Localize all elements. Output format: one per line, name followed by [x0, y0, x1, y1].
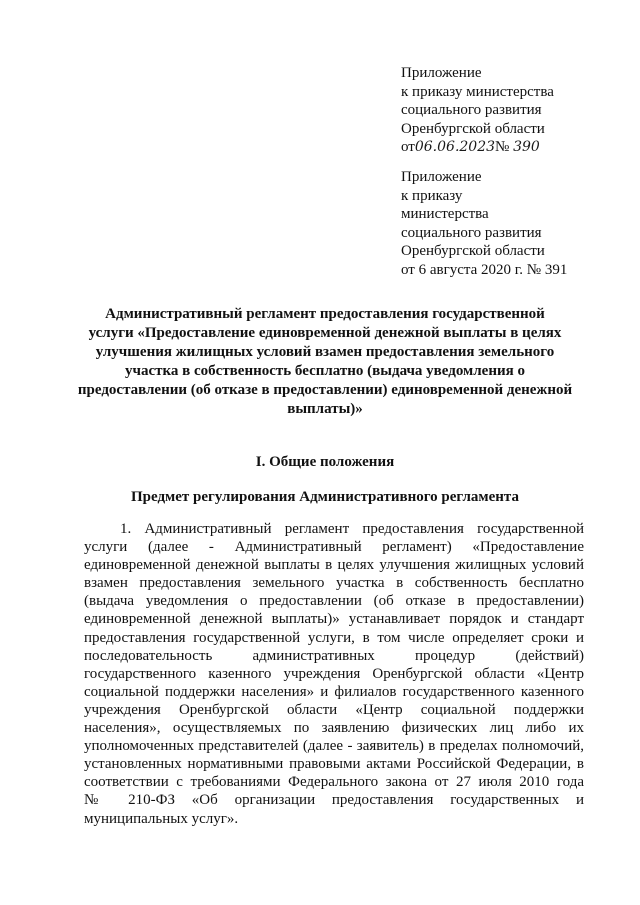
date-prefix: от — [401, 139, 415, 155]
appendix-previous-order — [401, 168, 567, 279]
paragraph-line: уполномоченных представителей (далее - заявитель) в пределах полномочий, — [84, 738, 584, 755]
title-line: услуги «Предоставление единовременной денежной выплаты в целях — [88, 325, 562, 341]
paragraph-line: единовременной денежной выплаты)» устанавливает порядок и стандарт — [84, 611, 584, 628]
paragraph-1 — [84, 520, 584, 828]
paragraph-line: последовательность административных процедур (действий) — [84, 647, 584, 664]
paragraph-line: установленных нормативными правовыми актами Российской Федерации, в — [84, 756, 584, 773]
title-line: предоставлении (об отказе в предоставлении) единовременной денежной — [77, 382, 573, 398]
paragraph-line: государственного казенного учреждения Оренбургской области «Центр — [84, 665, 584, 682]
handwritten-number: 390 — [513, 139, 540, 155]
paragraph-line: социальной поддержки населения» и филиалов государственного казенного — [84, 683, 584, 700]
title-line: выплаты)» — [287, 401, 363, 417]
appendix-line: социального развития — [401, 224, 542, 241]
appendix-line: министерства — [401, 206, 489, 222]
paragraph-line: соответствии с требованиями Федерального закона от 27 июля 2010 года — [84, 774, 584, 791]
paragraph-line: муниципальных услуг». — [84, 810, 239, 827]
appendix-line: социального развития — [401, 102, 542, 118]
appendix-date-line — [401, 138, 554, 157]
paragraph-line: единовременной денежной выплаты в целях улучшения жилищных условий — [84, 557, 584, 574]
title-line: Административный регламент предоставления государственной — [105, 306, 545, 322]
title-line: участка в собственность бесплатно (выдача уведомления о — [125, 363, 525, 379]
document-title — [60, 305, 590, 419]
appendix-line: Приложение — [401, 65, 482, 81]
paragraph-line: № 210-ФЗ «Об организации предоставления государственных и — [84, 792, 584, 809]
appendix-line: от 6 августа 2020 г. № 391 — [401, 261, 568, 278]
appendix-line: Приложение — [401, 169, 482, 185]
paragraph-line: населения», осуществляемых по заявлению физических лиц либо их — [84, 720, 584, 737]
appendix-current-order — [401, 64, 554, 157]
number-prefix: № — [495, 139, 510, 155]
appendix-line: к приказу — [401, 187, 463, 204]
handwritten-date: 06.06.2023 — [414, 139, 496, 155]
appendix-line: Оренбургской области — [401, 120, 545, 137]
section-heading: I. Общие положения — [255, 454, 395, 470]
paragraph-line: 1. Административный регламент предоставления государственной — [120, 521, 584, 537]
paragraph-line: предоставления государственной услуги, в том числе определяет сроки и — [84, 629, 584, 646]
subsection-heading: Предмет регулирования Административного регламента — [131, 489, 519, 505]
appendix-line: к приказу министерства — [401, 83, 554, 100]
paragraph-line: (выдача уведомления о предоставлении (об отказе в предоставлении) — [84, 593, 584, 610]
paragraph-line: взамен предоставления земельного участка в собственность бесплатно — [84, 575, 584, 592]
title-line: улучшения жилищных условий взамен предоставления земельного — [95, 344, 555, 360]
paragraph-line: учреждения Оренбургской области «Центр социальной поддержки — [84, 701, 584, 718]
paragraph-line: услуги (далее - Административный регламент) «Предоставление — [84, 539, 584, 556]
appendix-line: Оренбургской области — [401, 243, 545, 259]
